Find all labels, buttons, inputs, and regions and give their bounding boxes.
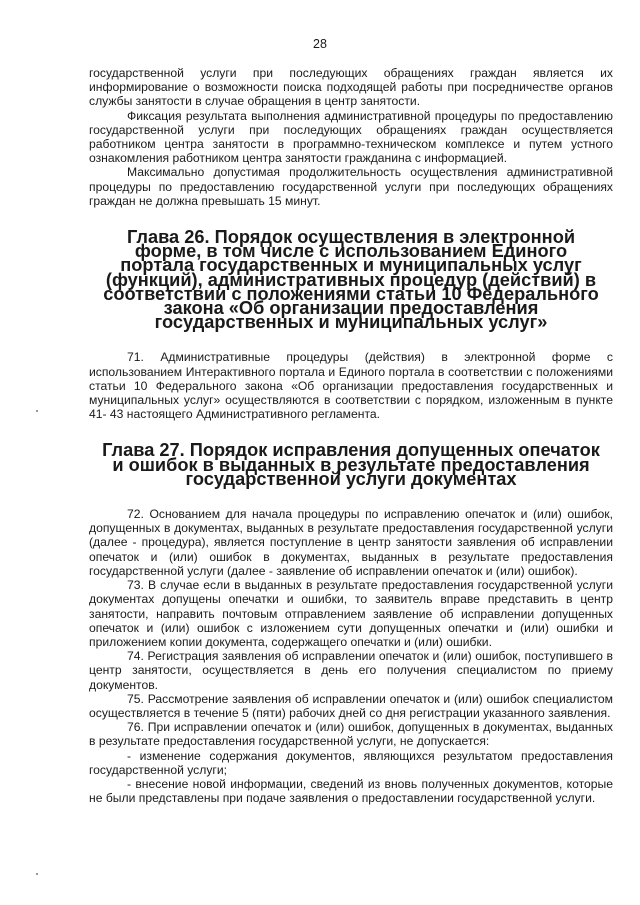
page-content bbox=[89, 66, 613, 805]
paragraph-76: 76. При исправлении опечаток и (или) ошибок, допущенных в документах, выданных в результате предоставления государственной услуги, не допускается: bbox=[89, 720, 613, 749]
page-number: 28 bbox=[313, 37, 327, 51]
list-item-new-information: - внесение новой информации, сведений из вновь полученных документов, которые не были представлены при подаче заявления о предоставлении государственной услуги. bbox=[89, 776, 613, 806]
chapter-26-heading: Глава 26. Порядок осуществления в электронной форме, в том числе с использованием Единого портала государственных и муниципальных услуг (функций), административных процедур (действий) в соответствии с положениями статьи 10 Федерального закона «Об организации предоставления государственных и муниципальных услуг» bbox=[103, 227, 599, 333]
chapter-27-heading: Глава 27. Порядок исправления допущенных опечаток и ошибок в выданных в результате предоставления государственной услуги документах bbox=[102, 440, 600, 489]
paragraph-continuation: государственной услуги при последующих обращениях граждан является их информирование о возможности поиска подходящей работы при посредничестве органов службы занятости в случае обращения в центр занятости. bbox=[89, 66, 613, 109]
paragraph-75: 75. Рассмотрение заявления об исправлении опечаток и (или) ошибок специалистом осуществляется в течение 5 (пяти) рабочих дней со дня регистрации указанного заявления. bbox=[89, 691, 613, 720]
scan-speck bbox=[36, 410, 38, 412]
paragraph-72: 72. Основанием для начала процедуры по исправлению опечаток и (или) ошибок, допущенных в документах, выданных в результате предоставления государственной услуги (далее - процедура), является поступление в центр занятости заявления об исправлении опечаток и (или) ошибок в документах, выданных в результате предоставления государственной услуги (далее - заявление об исправлении опечаток и (или) ошибок). bbox=[89, 507, 613, 578]
paragraph-74: 74. Регистрация заявления об исправлении опечаток и (или) ошибок, поступившего в центр занятости, осуществляется в день его получения специалистом по приему документов. bbox=[89, 649, 613, 692]
paragraph-max-duration: Максимально допустимая продолжительность осуществления административной процедуры по предоставлению государственной услуги при последующих обращениях граждан не должна превышать 15 минут. bbox=[89, 165, 613, 208]
list-item-content-change: - изменение содержания документов, являющихся результатом предоставления государственной услуги; bbox=[89, 748, 613, 777]
paragraph-71: 71. Административные процедуры (действия) в электронной форме с использованием Интерактивного портала и Единого портала в соответствии с положениями статьи 10 Федерального закона «Об организации предоставления государственных и муниципальных услуг» осуществляются в соответствии с порядком, изложенным в пункте 41- 43 настоящего Административного регламента. bbox=[89, 350, 613, 422]
scan-speck bbox=[36, 873, 38, 875]
paragraph-73: 73. В случае если в выданных в результате предоставления государственной услуги документах допущены опечатки и ошибки, то заявитель вправе представить в центр занятости, направить почтовым отправлением заявление об исправлении допущенных опечаток и (или) ошибок с изложением сути допущенных опечатки и (или) ошибки и приложением копии документа, содержащего опечатки и (или) ошибки. bbox=[89, 578, 613, 649]
paragraph-fixation: Фиксация результата выполнения административной процедуры по предоставлению государственной услуги при последующих обращениях граждан осуществляется работником центра занятости в программно-техническом комплексе и путем устного ознакомления работником центра занятости гражданина с информацией. bbox=[89, 108, 613, 166]
